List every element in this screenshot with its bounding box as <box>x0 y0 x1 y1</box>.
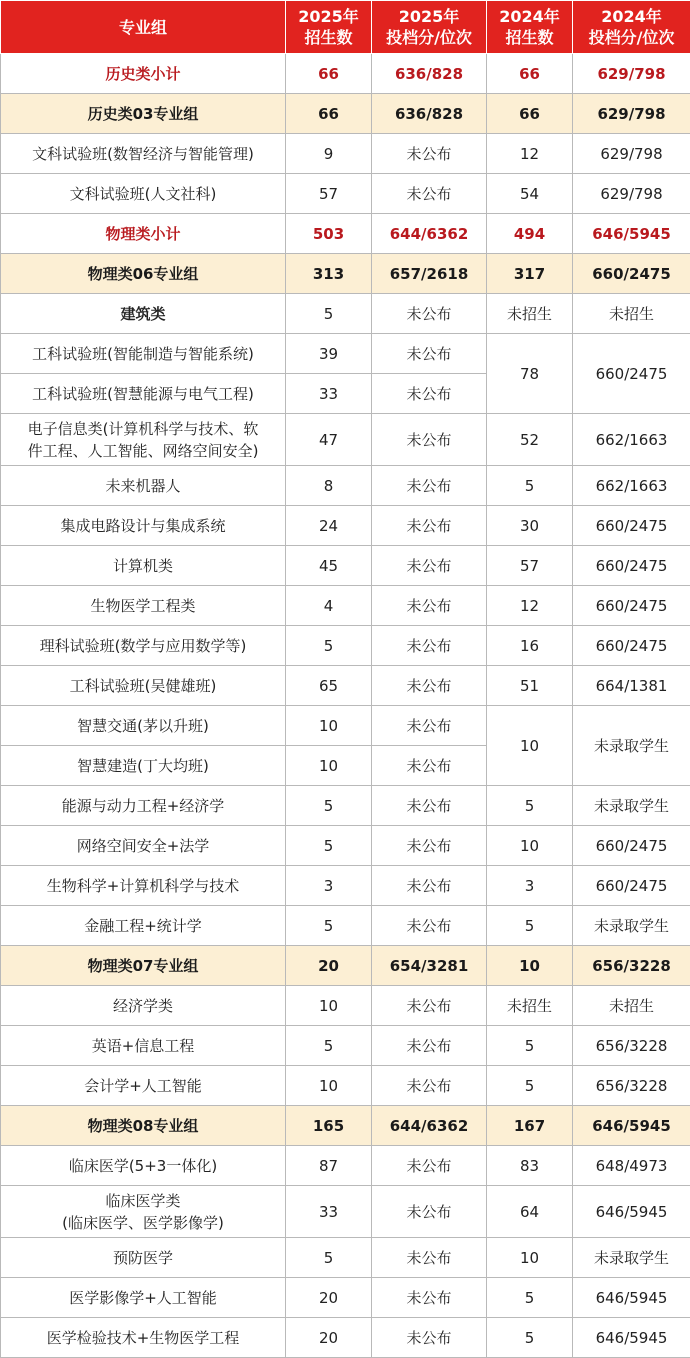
enrollment-2024: 66 <box>487 94 573 134</box>
major-name: 计算机类 <box>1 546 286 586</box>
score-rank-2024: 未录取学生 <box>573 786 690 826</box>
score-rank-2024: 646/5945 <box>573 1106 690 1146</box>
enrollment-2025: 66 <box>286 54 372 94</box>
enrollment-2024: 51 <box>487 666 573 706</box>
major-name: 临床医学类 (临床医学、医学影像学) <box>1 1186 286 1238</box>
score-rank-2024: 660/2475 <box>573 826 690 866</box>
enrollment-2024: 10 <box>487 1238 573 1278</box>
enrollment-2024: 54 <box>487 174 573 214</box>
enrollment-2024: 12 <box>487 586 573 626</box>
enrollment-2025: 5 <box>286 826 372 866</box>
major-name: 集成电路设计与集成系统 <box>1 506 286 546</box>
enrollment-2024: 未招生 <box>487 986 573 1026</box>
table-row <box>1 666 690 706</box>
major-name: 智慧建造(丁大均班) <box>1 746 286 786</box>
enrollment-2025: 313 <box>286 254 372 294</box>
score-rank-2024: 629/798 <box>573 134 690 174</box>
table-row <box>1 586 690 626</box>
score-rank-2024: 648/4973 <box>573 1146 690 1186</box>
table-row <box>1 334 690 374</box>
table-row <box>1 866 690 906</box>
score-rank-2024: 662/1663 <box>573 466 690 506</box>
score-rank-2025: 未公布 <box>372 786 487 826</box>
score-rank-2025: 未公布 <box>372 1278 487 1318</box>
enrollment-2024: 57 <box>487 546 573 586</box>
enrollment-2025: 47 <box>286 414 372 466</box>
enrollment-2025: 3 <box>286 866 372 906</box>
score-rank-2025: 未公布 <box>372 294 487 334</box>
enrollment-2025: 5 <box>286 906 372 946</box>
score-rank-2024: 646/5945 <box>573 1278 690 1318</box>
major-name: 经济学类 <box>1 986 286 1026</box>
score-rank-2025: 未公布 <box>372 1318 487 1358</box>
major-name: 文科试验班(人文社科) <box>1 174 286 214</box>
enrollment-2025: 20 <box>286 1278 372 1318</box>
enrollment-2024: 66 <box>487 54 573 94</box>
score-rank-2025: 未公布 <box>372 1026 487 1066</box>
score-rank-2024: 660/2475 <box>573 546 690 586</box>
major-name: 工科试验班(吴健雄班) <box>1 666 286 706</box>
enrollment-2025: 5 <box>286 294 372 334</box>
score-rank-2025: 未公布 <box>372 174 487 214</box>
enrollment-2024: 5 <box>487 1066 573 1106</box>
header-2024-enrollment: 2024年 招生数 <box>487 1 573 54</box>
score-rank-2024: 660/2475 <box>573 334 690 414</box>
major-name: 网络空间安全+法学 <box>1 826 286 866</box>
score-rank-2025: 未公布 <box>372 906 487 946</box>
table-row <box>1 986 690 1026</box>
enrollment-2024: 5 <box>487 1318 573 1358</box>
enrollment-2024: 64 <box>487 1186 573 1238</box>
major-name: 生物医学工程类 <box>1 586 286 626</box>
enrollment-2024: 10 <box>487 946 573 986</box>
score-rank-2025: 未公布 <box>372 626 487 666</box>
enrollment-2025: 57 <box>286 174 372 214</box>
major-name: 能源与动力工程+经济学 <box>1 786 286 826</box>
enrollment-2025: 20 <box>286 1318 372 1358</box>
enrollment-2024: 3 <box>487 866 573 906</box>
score-rank-2024: 656/3228 <box>573 1026 690 1066</box>
major-name: 医学影像学+人工智能 <box>1 1278 286 1318</box>
table-row <box>1 1278 690 1318</box>
enrollment-2025: 45 <box>286 546 372 586</box>
major-name: 物理类07专业组 <box>1 946 286 986</box>
major-name: 物理类06专业组 <box>1 254 286 294</box>
score-rank-2024: 656/3228 <box>573 946 690 986</box>
major-name: 生物科学+计算机科学与技术 <box>1 866 286 906</box>
enrollment-2025: 24 <box>286 506 372 546</box>
table-row <box>1 1066 690 1106</box>
major-name: 医学检验技术+生物医学工程 <box>1 1318 286 1358</box>
major-name: 理科试验班(数学与应用数学等) <box>1 626 286 666</box>
enrollment-2025: 165 <box>286 1106 372 1146</box>
score-rank-2024: 646/5945 <box>573 1318 690 1358</box>
table-row <box>1 214 690 254</box>
score-rank-2025: 未公布 <box>372 466 487 506</box>
score-rank-2024: 646/5945 <box>573 1186 690 1238</box>
enrollment-2025: 4 <box>286 586 372 626</box>
score-rank-2024: 660/2475 <box>573 626 690 666</box>
enrollment-2024: 83 <box>487 1146 573 1186</box>
major-name: 临床医学(5+3一体化) <box>1 1146 286 1186</box>
major-name: 金融工程+统计学 <box>1 906 286 946</box>
score-rank-2025: 未公布 <box>372 986 487 1026</box>
enrollment-2024: 12 <box>487 134 573 174</box>
enrollment-2025: 33 <box>286 1186 372 1238</box>
score-rank-2025: 未公布 <box>372 1146 487 1186</box>
score-rank-2025: 636/828 <box>372 94 487 134</box>
table-row <box>1 826 690 866</box>
score-rank-2025: 未公布 <box>372 134 487 174</box>
score-rank-2025: 未公布 <box>372 1066 487 1106</box>
header-2024-score-rank: 2024年 投档分/位次 <box>573 1 690 54</box>
score-rank-2025: 未公布 <box>372 746 487 786</box>
enrollment-2024: 30 <box>487 506 573 546</box>
table-row <box>1 54 690 94</box>
enrollment-2024: 5 <box>487 466 573 506</box>
table-row <box>1 174 690 214</box>
enrollment-2024: 5 <box>487 1278 573 1318</box>
enrollment-2025: 10 <box>286 706 372 746</box>
enrollment-2025: 10 <box>286 1066 372 1106</box>
table-row <box>1 134 690 174</box>
enrollment-2024: 10 <box>487 706 573 786</box>
enrollment-2025: 503 <box>286 214 372 254</box>
table-row <box>1 626 690 666</box>
score-rank-2025: 644/6362 <box>372 214 487 254</box>
score-rank-2024: 662/1663 <box>573 414 690 466</box>
score-rank-2025: 未公布 <box>372 706 487 746</box>
enrollment-2024: 317 <box>487 254 573 294</box>
enrollment-2025: 10 <box>286 986 372 1026</box>
major-name: 会计学+人工智能 <box>1 1066 286 1106</box>
enrollment-2024: 494 <box>487 214 573 254</box>
enrollment-2024: 16 <box>487 626 573 666</box>
enrollment-2025: 8 <box>286 466 372 506</box>
enrollment-2025: 65 <box>286 666 372 706</box>
score-rank-2024: 未录取学生 <box>573 706 690 786</box>
score-rank-2024: 未录取学生 <box>573 1238 690 1278</box>
score-rank-2025: 636/828 <box>372 54 487 94</box>
major-name: 电子信息类(计算机科学与技术、软 件工程、人工智能、网络空间安全) <box>1 414 286 466</box>
enrollment-2025: 9 <box>286 134 372 174</box>
enrollment-2024: 5 <box>487 1026 573 1066</box>
major-name: 工科试验班(智慧能源与电气工程) <box>1 374 286 414</box>
major-name: 工科试验班(智能制造与智能系统) <box>1 334 286 374</box>
score-rank-2024: 未招生 <box>573 294 690 334</box>
table-row <box>1 1186 690 1238</box>
score-rank-2024: 660/2475 <box>573 586 690 626</box>
enrollment-2024: 5 <box>487 786 573 826</box>
score-rank-2024: 未招生 <box>573 986 690 1026</box>
table-row <box>1 1146 690 1186</box>
score-rank-2025: 未公布 <box>372 546 487 586</box>
score-rank-2024: 660/2475 <box>573 506 690 546</box>
header-row <box>1 1 690 54</box>
major-name: 物理类小计 <box>1 214 286 254</box>
score-rank-2024: 629/798 <box>573 174 690 214</box>
enrollment-2025: 39 <box>286 334 372 374</box>
score-rank-2025: 未公布 <box>372 334 487 374</box>
table-row <box>1 706 690 746</box>
enrollment-2025: 5 <box>286 1238 372 1278</box>
score-rank-2025: 654/3281 <box>372 946 487 986</box>
major-name: 预防医学 <box>1 1238 286 1278</box>
score-rank-2025: 未公布 <box>372 826 487 866</box>
enrollment-2024: 5 <box>487 906 573 946</box>
enrollment-2025: 5 <box>286 626 372 666</box>
enrollment-2025: 5 <box>286 1026 372 1066</box>
score-rank-2025: 未公布 <box>372 866 487 906</box>
score-rank-2025: 未公布 <box>372 586 487 626</box>
table-row <box>1 294 690 334</box>
table-row <box>1 786 690 826</box>
enrollment-2025: 87 <box>286 1146 372 1186</box>
enrollment-2024: 52 <box>487 414 573 466</box>
enrollment-2025: 66 <box>286 94 372 134</box>
header-2025-score-rank: 2025年 投档分/位次 <box>372 1 487 54</box>
enrollment-2025: 20 <box>286 946 372 986</box>
major-name: 历史类小计 <box>1 54 286 94</box>
score-rank-2025: 未公布 <box>372 666 487 706</box>
table-row <box>1 946 690 986</box>
table-row <box>1 1318 690 1358</box>
major-name: 智慧交通(茅以升班) <box>1 706 286 746</box>
table-row <box>1 94 690 134</box>
score-rank-2024: 660/2475 <box>573 254 690 294</box>
major-name: 历史类03专业组 <box>1 94 286 134</box>
enrollment-2025: 5 <box>286 786 372 826</box>
score-rank-2025: 644/6362 <box>372 1106 487 1146</box>
score-rank-2025: 未公布 <box>372 414 487 466</box>
enrollment-2024: 167 <box>487 1106 573 1146</box>
score-rank-2024: 664/1381 <box>573 666 690 706</box>
enrollment-2024: 78 <box>487 334 573 414</box>
score-rank-2025: 657/2618 <box>372 254 487 294</box>
score-rank-2024: 629/798 <box>573 94 690 134</box>
table-row <box>1 506 690 546</box>
score-rank-2024: 660/2475 <box>573 866 690 906</box>
enrollment-2024: 10 <box>487 826 573 866</box>
score-rank-2024: 629/798 <box>573 54 690 94</box>
enrollment-2025: 10 <box>286 746 372 786</box>
major-name: 物理类08专业组 <box>1 1106 286 1146</box>
table-row <box>1 414 690 466</box>
major-name: 建筑类 <box>1 294 286 334</box>
enrollment-2024: 未招生 <box>487 294 573 334</box>
score-rank-2024: 656/3228 <box>573 1066 690 1106</box>
major-name: 未来机器人 <box>1 466 286 506</box>
table-row <box>1 1106 690 1146</box>
major-name: 文科试验班(数智经济与智能管理) <box>1 134 286 174</box>
table-row <box>1 546 690 586</box>
header-major-group: 专业组 <box>1 1 286 54</box>
score-rank-2025: 未公布 <box>372 1238 487 1278</box>
table-row <box>1 466 690 506</box>
table-row <box>1 1238 690 1278</box>
score-rank-2024: 未录取学生 <box>573 906 690 946</box>
header-2025-enrollment: 2025年 招生数 <box>286 1 372 54</box>
score-rank-2024: 646/5945 <box>573 214 690 254</box>
score-rank-2025: 未公布 <box>372 374 487 414</box>
score-rank-2025: 未公布 <box>372 506 487 546</box>
major-name: 英语+信息工程 <box>1 1026 286 1066</box>
table-row <box>1 906 690 946</box>
table-row <box>1 254 690 294</box>
score-rank-2025: 未公布 <box>372 1186 487 1238</box>
enrollment-2025: 33 <box>286 374 372 414</box>
table-row <box>1 1026 690 1066</box>
